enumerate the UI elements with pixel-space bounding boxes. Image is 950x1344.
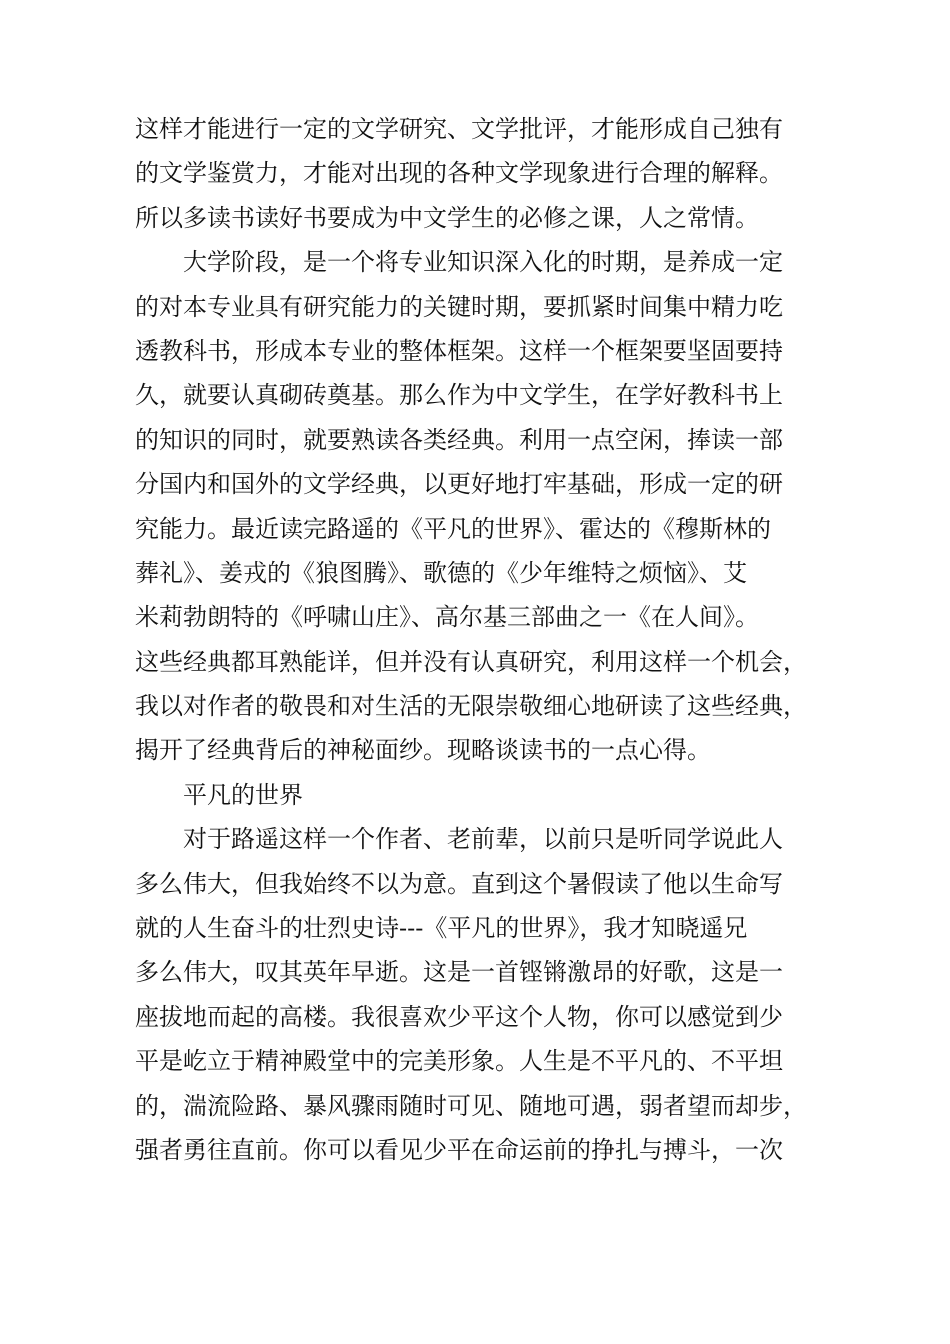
text-line: 葬礼》、姜戎的《狼图腾》、歌德的《少年维特之烦恼》、艾 <box>135 558 747 587</box>
text-line: 揭开了经典背后的神秘面纱。现略谈读书的一点心得。 <box>135 736 711 765</box>
text-line: 这些经典都耳熟能详，但并没有认真研究，利用这样一个机会， <box>135 647 807 676</box>
text-line: 究能力。最近读完路遥的《平凡的世界》、霍达的《穆斯林的 <box>135 514 771 543</box>
text-line: 强者勇往直前。你可以看见少平在命运前的挣扎与搏斗，一次 <box>135 1135 783 1164</box>
text-line: 我以对作者的敬畏和对生活的无限崇敬细心地研读了这些经典， <box>135 692 807 721</box>
paragraph-start-line: 大学阶段，是一个将专业知识深入化的时期，是养成一定 <box>183 248 783 277</box>
text-line: 的，湍流险路、暴风骤雨随时可见、随地可遇，弱者望而却步， <box>135 1091 807 1120</box>
text-line: 的知识的同时，就要熟读各类经典。利用一点空闲，捧读一部 <box>135 425 783 454</box>
text-line: 的对本专业具有研究能力的关键时期，要抓紧时间集中精力吃 <box>135 292 783 321</box>
text-line: 透教科书，形成本专业的整体框架。这样一个框架要坚固要持 <box>135 336 783 365</box>
text-line: 就的人生奋斗的壮烈史诗---《平凡的世界》，我才知晓遥兄 <box>135 914 748 943</box>
text-line: 这样才能进行一定的文学研究、文学批评，才能形成自己独有 <box>135 115 783 143</box>
document-body <box>135 107 835 1172</box>
text-line: 久，就要认真砌砖奠基。那么作为中文学生，在学好教科书上 <box>135 381 783 410</box>
text-line: 所以多读书读好书要成为中文学生的必修之课，人之常情。 <box>135 203 759 232</box>
text-line: 多么伟大，但我始终不以为意。直到这个暑假读了他以生命写 <box>135 869 783 898</box>
text-line: 的文学鉴赏力，才能对出现的各种文学现象进行合理的解释。 <box>135 159 783 188</box>
paragraph-start-line: 对于路遥这样一个作者、老前辈，以前只是听同学说此人 <box>183 825 783 854</box>
text-line: 多么伟大，叹其英年早逝。这是一首铿锵激昂的好歌，这是一 <box>135 958 783 987</box>
text-line: 米莉勃朗特的《呼啸山庄》、高尔基三部曲之一《在人间》。 <box>135 603 759 632</box>
section-heading: 平凡的世界 <box>183 780 303 809</box>
text-line: 分国内和国外的文学经典，以更好地打牢基础，形成一定的研 <box>135 470 783 499</box>
text-line: 座拔地而起的高楼。我很喜欢少平这个人物，你可以感觉到少 <box>135 1002 783 1031</box>
text-line: 平是屹立于精神殿堂中的完美形象。人生是不平凡的、不平坦 <box>135 1047 783 1076</box>
